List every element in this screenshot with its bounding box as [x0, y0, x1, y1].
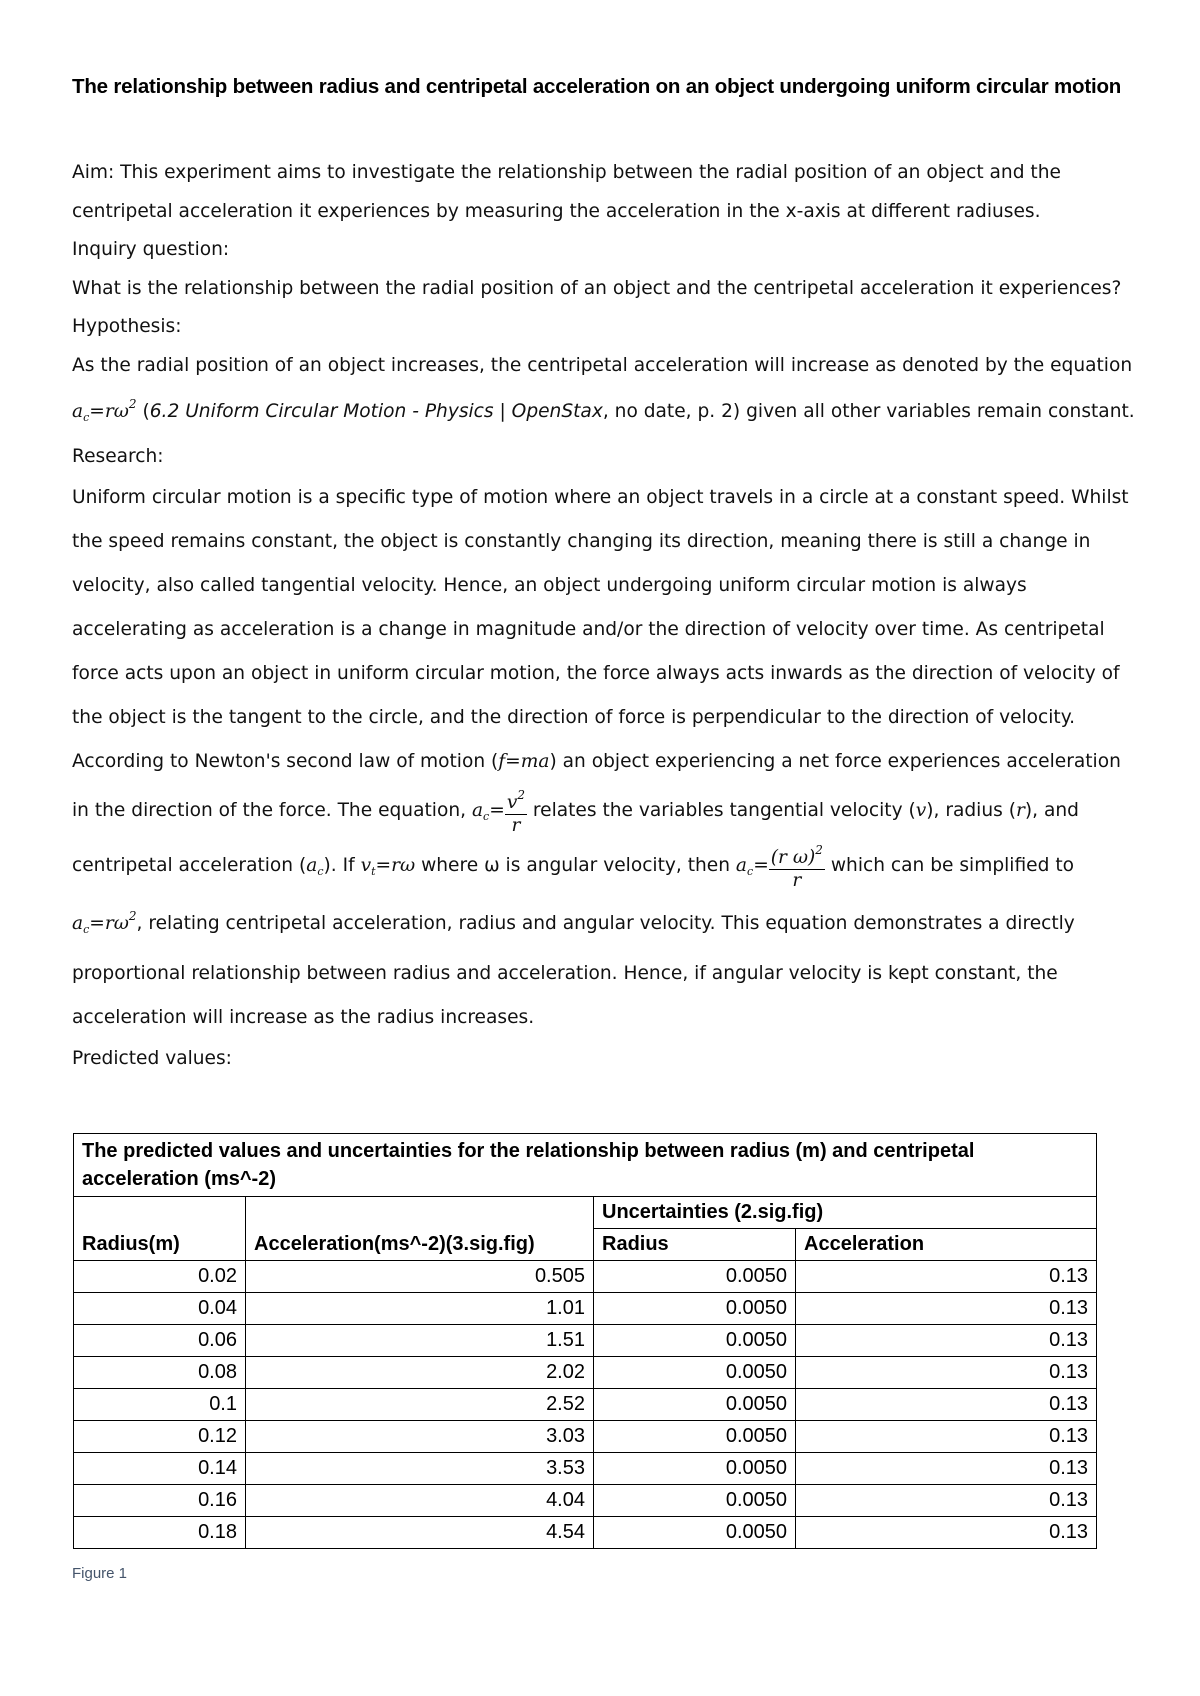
cell-unc-radius: 0.0050: [594, 1357, 796, 1389]
cell-unc-acceleration: 0.13: [796, 1421, 1097, 1453]
equation-vt-r-omega: $v_t=r\omega$: [360, 855, 416, 878]
cell-radius: 0.1: [74, 1389, 246, 1421]
table-caption: The predicted values and uncertainties for the relationship between radius (m) and centripetal acceleration (ms^-2): [74, 1134, 1097, 1197]
cell-acceleration: 2.52: [246, 1389, 594, 1421]
citation-title: 6.2 Uniform Circular Motion - Physics | OpenStax: [149, 401, 603, 422]
header-radius: Radius(m): [74, 1197, 246, 1261]
cell-acceleration: 0.505: [246, 1261, 594, 1293]
equation-ac-r-omega2-simplified: $a_c=r\omega^2$: [72, 909, 137, 936]
cell-acceleration: 4.04: [246, 1485, 594, 1517]
cell-unc-acceleration: 0.13: [796, 1261, 1097, 1293]
table-row: [74, 1357, 1097, 1389]
cell-unc-radius: 0.0050: [594, 1325, 796, 1357]
table-row: [74, 1421, 1097, 1453]
cell-unc-radius: 0.0050: [594, 1261, 796, 1293]
table-row: [74, 1261, 1097, 1293]
research-label: Research:: [72, 445, 164, 467]
cell-unc-radius: 0.0050: [594, 1389, 796, 1421]
equation-ac-lhs-2: $a_c=$: [735, 855, 769, 878]
symbol-v: v: [915, 800, 927, 821]
figure-caption: Figure 1: [72, 1565, 128, 1582]
cell-radius: 0.12: [74, 1421, 246, 1453]
cell-unc-radius: 0.0050: [594, 1293, 796, 1325]
table-row: [74, 1293, 1097, 1325]
cell-unc-acceleration: 0.13: [796, 1453, 1097, 1485]
cell-radius: 0.04: [74, 1293, 246, 1325]
table-caption-row: [74, 1134, 1097, 1197]
cell-unc-radius: 0.0050: [594, 1517, 796, 1549]
cell-radius: 0.02: [74, 1261, 246, 1293]
cell-acceleration: 1.51: [246, 1325, 594, 1357]
table-header-row-1: [74, 1197, 1097, 1229]
research-text-9: , relating centripetal acceleration, radius and angular velocity. This equation demonstrates a directly proportional relationship between radius and acceleration. Hence, if angular velocity is kept constant, the acceleration will increase as the radius increases.: [72, 913, 1075, 1028]
hypothesis-label: Hypothesis:: [72, 316, 182, 337]
inquiry-label: Inquiry question:: [72, 239, 230, 260]
cell-acceleration: 3.03: [246, 1421, 594, 1453]
header-uncertainties: Uncertainties (2.sig.fig): [594, 1197, 1097, 1229]
header-acceleration: Acceleration(ms^-2)(3.sig.fig): [246, 1197, 594, 1261]
hypothesis-text: As the radial position of an object increases, the centripetal acceleration will increase as denoted by the equation: [72, 354, 1133, 376]
research-text-2: ) an object experiencing a net force experiences acceleration in the direction of the force. The equation,: [72, 751, 1121, 821]
document-body: [72, 154, 1142, 1079]
research-text-1: Uniform circular motion is a specific type of motion where an object travels in a circle at a constant speed. Whilst the speed remains constant, the object is constantly changing its direction, meaning there is still a change in velocity, also called tangential velocity. Hence, an object undergoing uniform circular motion is always accelerating as acceleration is a change in magnitude and/or the direction of velocity over time. As centripetal force acts upon an object in uniform circular motion, the force always acts inwards as the direction of velocity of the object is the tangent to the circle, and the direction of force is perpendicular to the direction of velocity. According to Newton's second law of motion (: [72, 487, 1129, 772]
cell-radius: 0.06: [74, 1325, 246, 1357]
header-unc-radius: Radius: [594, 1229, 796, 1261]
cell-unc-acceleration: 0.13: [796, 1389, 1097, 1421]
research-text-5: ), and centripetal acceleration (: [72, 800, 1079, 876]
cell-radius: 0.18: [74, 1517, 246, 1549]
cell-acceleration: 2.02: [246, 1357, 594, 1389]
header-unc-acceleration: Acceleration: [796, 1229, 1097, 1261]
table-row: [74, 1325, 1097, 1357]
equation-ac-lhs: $a_c=$: [471, 800, 505, 823]
cell-radius: 0.08: [74, 1357, 246, 1389]
cell-radius: 0.14: [74, 1453, 246, 1485]
cell-acceleration: 3.53: [246, 1453, 594, 1485]
equation-f-ma: f=ma: [498, 751, 550, 772]
research-text-7: where ω is angular velocity, then: [421, 855, 730, 876]
equation-v2-over-r: $\frac{v^2}{r}$: [505, 784, 527, 837]
aim-paragraph: Aim: This experiment aims to investigate the relationship between the radial position of an object and the centripetal acceleration it experiences by measuring the acceleration in the x-axis at different radiuses.: [72, 162, 1061, 222]
research-paragraph: [72, 476, 1142, 1040]
cell-unc-acceleration: 0.13: [796, 1325, 1097, 1357]
cell-unc-acceleration: 0.13: [796, 1293, 1097, 1325]
research-text-6: ). If: [323, 855, 355, 876]
hypothesis-paragraph: As the radial position of an object increases, the centripetal acceleration will increase as denoted by the equation $a_c=r\omega^2$ (6.2 Uniform Circular Motion - Physics | OpenStax, no date, p. 2) given all other variables remain constant.: [72, 354, 1135, 424]
equation-ac-r-omega2: $a_c=r\omega^2$: [72, 397, 137, 424]
cell-unc-radius: 0.0050: [594, 1453, 796, 1485]
research-text-4: ), radius (: [926, 800, 1016, 821]
research-text-8: which can be simplified to: [830, 855, 1074, 876]
document-title: The relationship between radius and centripetal acceleration on an object undergoing uniform circular motion: [72, 75, 1122, 98]
cell-radius: 0.16: [74, 1485, 246, 1517]
table-row: [74, 1485, 1097, 1517]
citation-rest: , no date, p. 2) given all other variables remain constant.: [602, 401, 1135, 422]
inquiry-text: What is the relationship between the radial position of an object and the centripetal acceleration it experiences?: [72, 277, 1122, 299]
cell-unc-acceleration: 0.13: [796, 1517, 1097, 1549]
cell-unc-acceleration: 0.13: [796, 1357, 1097, 1389]
equation-romega2-over-r: $\frac{(r \omega)^2}{r}$: [769, 839, 825, 892]
table-row: [74, 1453, 1097, 1485]
cell-acceleration: 4.54: [246, 1517, 594, 1549]
research-text-3: relates the variables tangential velocity (: [532, 800, 916, 821]
predicted-values-table: [73, 1133, 1097, 1549]
cell-acceleration: 1.01: [246, 1293, 594, 1325]
table-row: [74, 1517, 1097, 1549]
table-row: [74, 1389, 1097, 1421]
symbol-ac: $a_c$: [306, 855, 324, 878]
predicted-label: Predicted values:: [72, 1048, 232, 1069]
cell-unc-radius: 0.0050: [594, 1485, 796, 1517]
cell-unc-acceleration: 0.13: [796, 1485, 1097, 1517]
cell-unc-radius: 0.0050: [594, 1421, 796, 1453]
symbol-r: r: [1015, 800, 1025, 821]
